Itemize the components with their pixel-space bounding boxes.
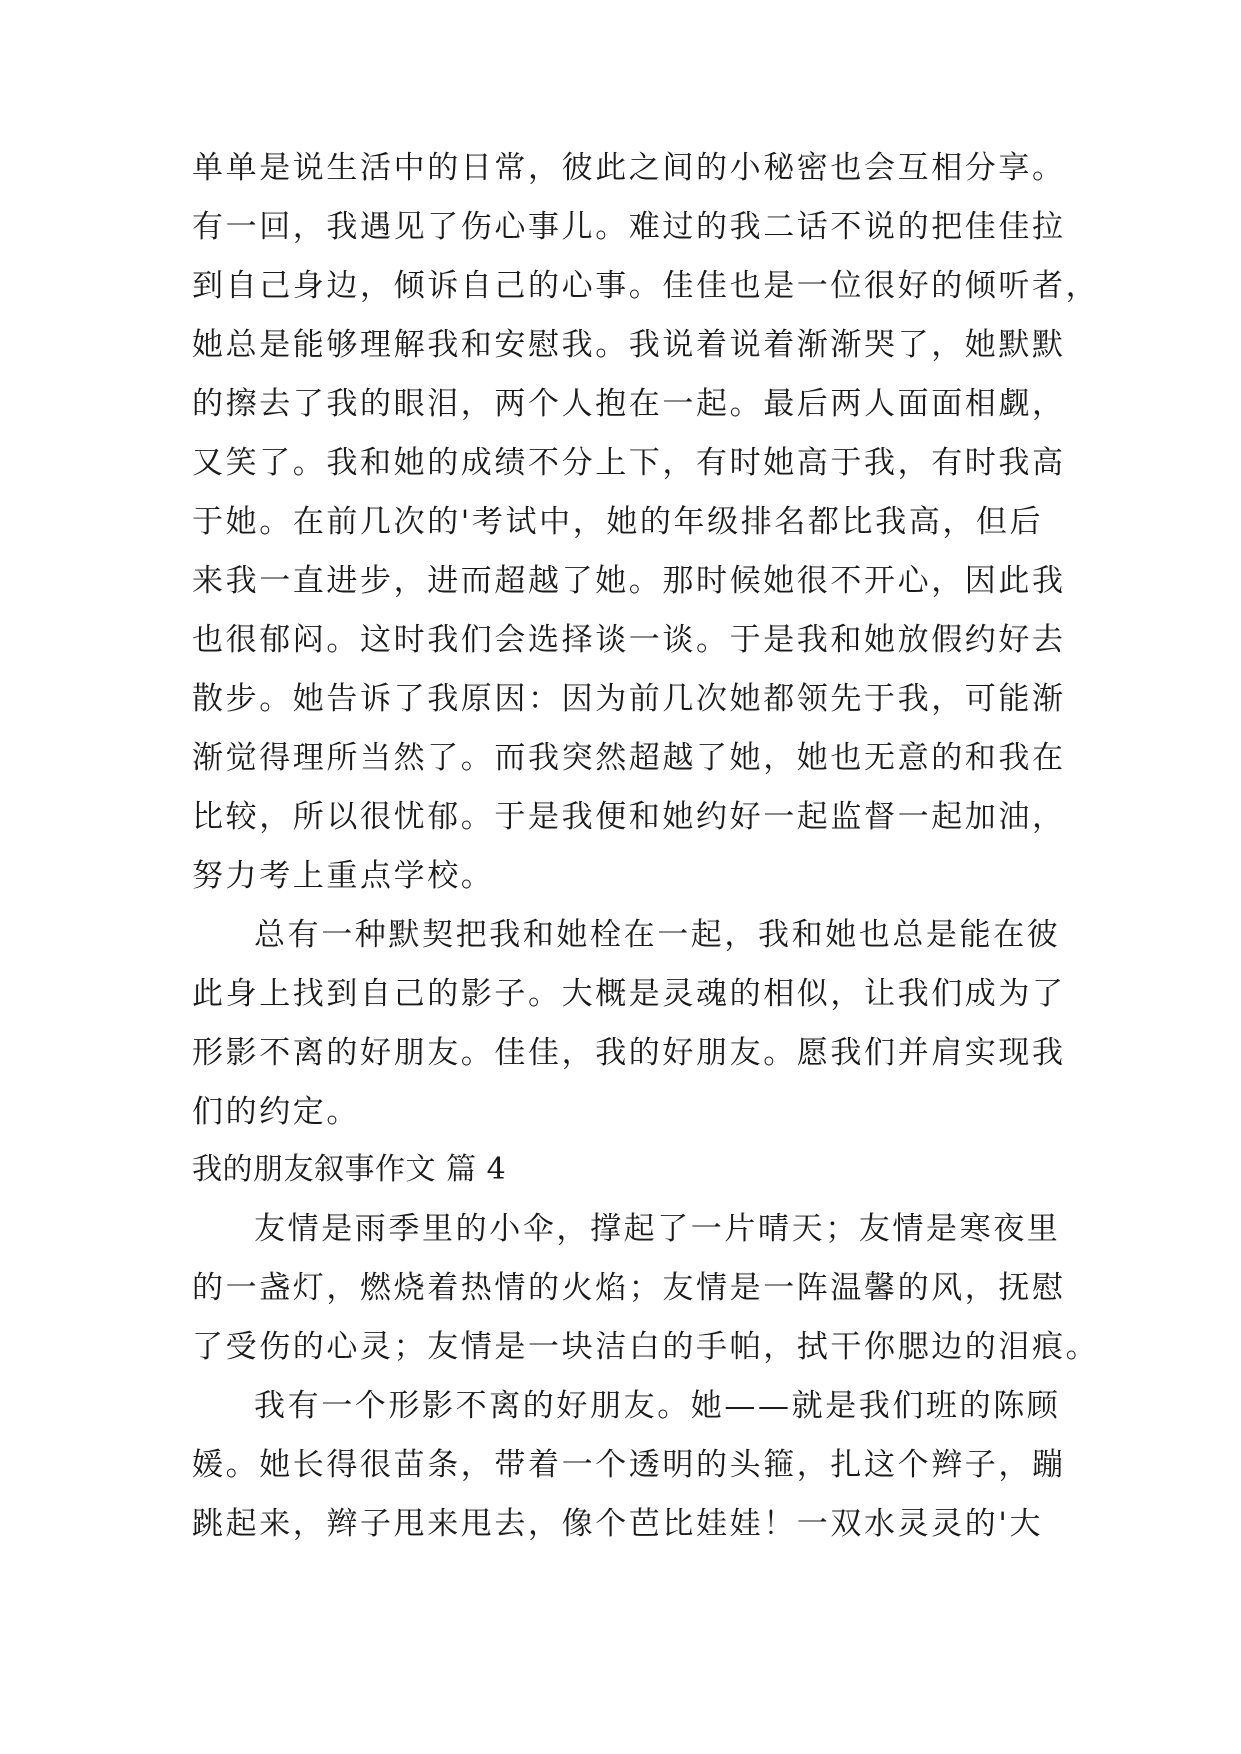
text-line: 散步。她告诉了我原因：因为前几次她都领先于我，可能渐 xyxy=(192,681,1066,717)
text-line: 单单是说生活中的日常，彼此之间的小秘密也会互相分享。 xyxy=(192,150,1066,186)
text-line: 她总是能够理解我和安慰我。我说着说着渐渐哭了，她默默 xyxy=(192,327,1066,363)
text-line: 形影不离的好朋友。佳佳，我的好朋友。愿我们并肩实现我 xyxy=(192,1035,1066,1071)
text-line: 友情是雨季里的小伞，撑起了一片晴天；友情是寒夜里 xyxy=(254,1211,1061,1247)
text-line: 努力考上重点学校。 xyxy=(192,858,495,894)
text-line: 总有一种默契把我和她栓在一起，我和她也总是能在彼 xyxy=(254,917,1061,953)
text-line: 比较，所以很忧郁。于是我便和她约好一起监督一起加油， xyxy=(192,799,1066,835)
text-line: 我有一个形影不离的好朋友。她——就是我们班的陈顾 xyxy=(254,1388,1061,1424)
section-heading: 我的朋友叙事作文 篇 4 xyxy=(192,1152,507,1187)
text-line: 到自己身边，倾诉自己的心事。佳佳也是一位很好的倾听者， xyxy=(192,268,1100,304)
text-line: 了受伤的心灵；友情是一块洁白的手帕，拭干你腮边的泪痕。 xyxy=(192,1329,1100,1365)
text-line: 来我一直进步，进而超越了她。那时候她很不开心，因此我 xyxy=(192,563,1066,599)
text-line: 的一盏灯，燃烧着热情的火焰；友情是一阵温馨的风，抚慰 xyxy=(192,1270,1066,1306)
text-line: 们的约定。 xyxy=(192,1094,360,1130)
text-line: 跳起来，辫子甩来甩去，像个芭比娃娃！一双水灵灵的'大 xyxy=(192,1506,1044,1542)
text-line: 于她。在前几次的'考试中，她的年级排名都比我高，但后 xyxy=(192,504,1044,540)
text-line: 的擦去了我的眼泪，两个人抱在一起。最后两人面面相觑， xyxy=(192,386,1066,422)
text-line: 也很郁闷。这时我们会选择谈一谈。于是我和她放假约好去 xyxy=(192,622,1066,658)
text-line: 又笑了。我和她的成绩不分上下，有时她高于我，有时我高 xyxy=(192,445,1066,481)
text-line: 有一回，我遇见了伤心事儿。难过的我二话不说的把佳佳拉 xyxy=(192,209,1066,245)
text-line: 渐觉得理所当然了。而我突然超越了她，她也无意的和我在 xyxy=(192,740,1066,776)
text-line: 此身上找到自己的影子。大概是灵魂的相似，让我们成为了 xyxy=(192,976,1066,1012)
text-line: 媛。她长得很苗条，带着一个透明的头箍，扎这个辫子，蹦 xyxy=(192,1447,1066,1483)
